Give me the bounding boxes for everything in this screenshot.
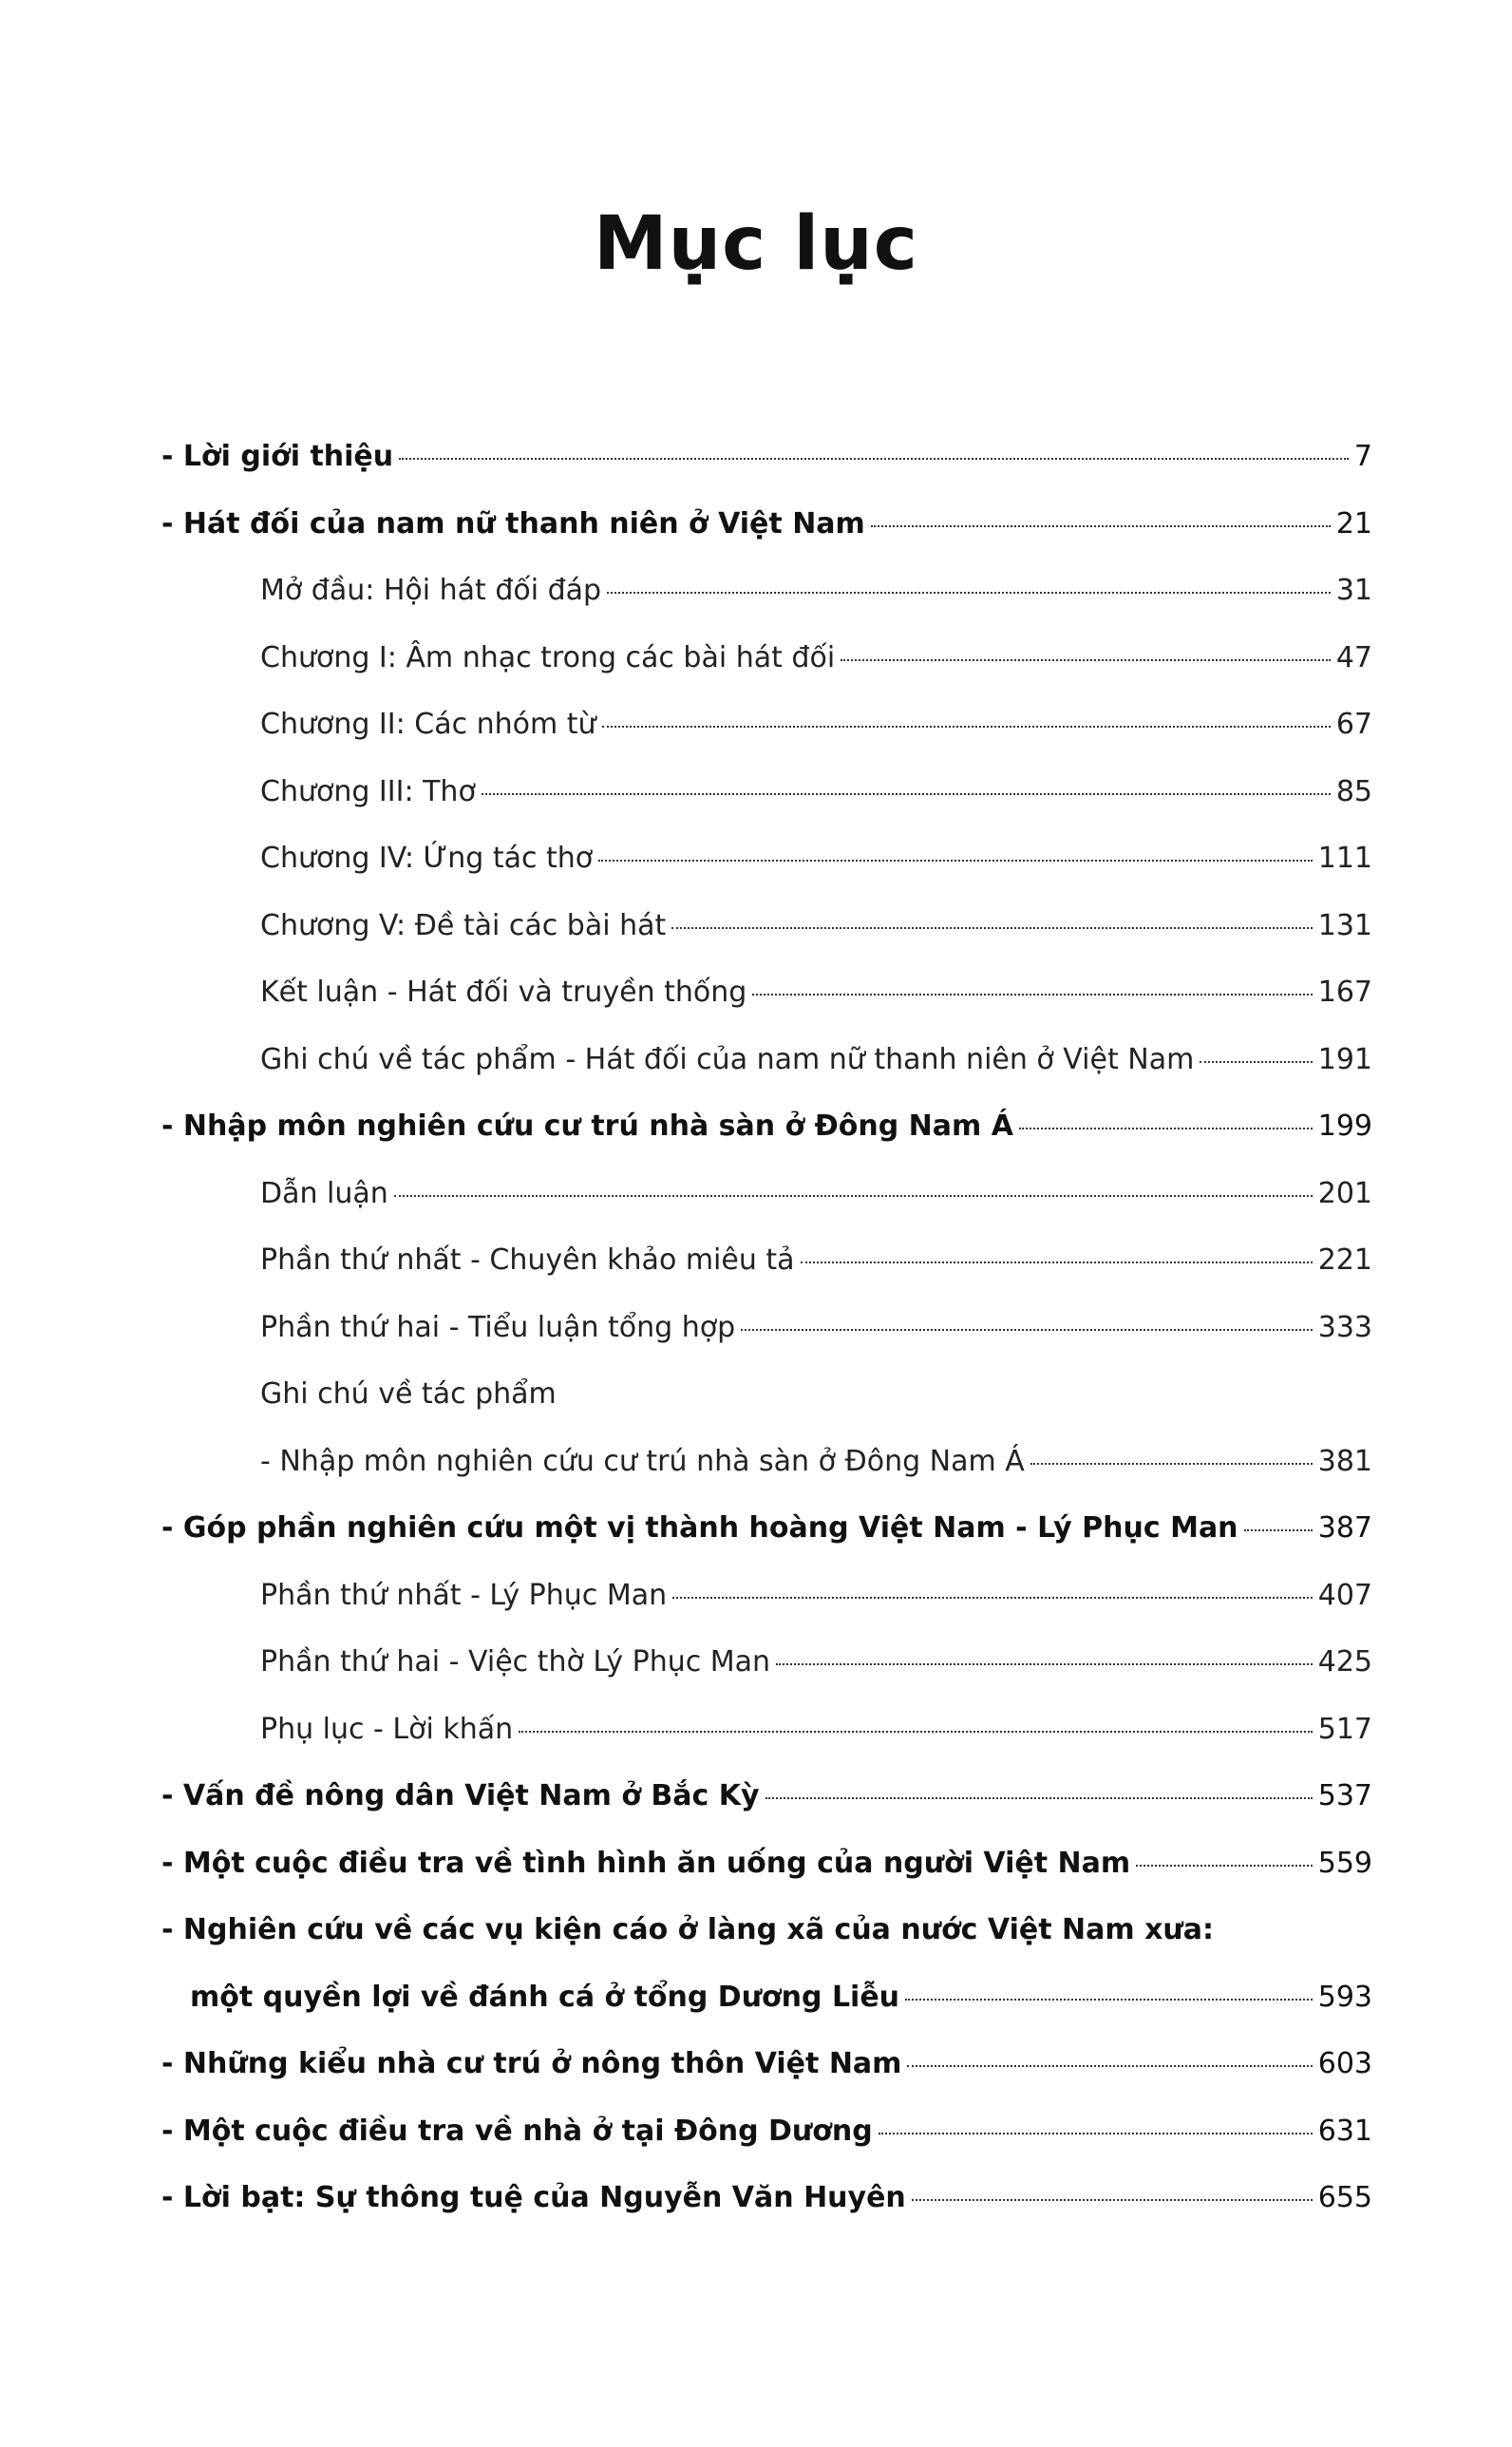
toc-subentry (161, 1227, 1372, 1295)
toc-entry-title: Mở đầu: Hội hát đối đáp (260, 574, 602, 607)
toc-entry-title: một quyền lợi về đánh cá ở tổng Dương Liễu (190, 1980, 900, 2014)
toc-subentry (161, 1361, 1372, 1429)
toc-entry-page: 167 (1317, 976, 1372, 1009)
toc-leader-dots (672, 1597, 1313, 1599)
toc-entry-page: 7 (1353, 440, 1372, 473)
toc-entry (161, 1897, 1372, 1964)
toc-subentry (161, 893, 1372, 960)
toc-entry-title: Chương III: Thơ (260, 774, 476, 808)
toc-entry-title: Chương II: Các nhóm từ (260, 708, 596, 741)
toc-leader-dots (671, 927, 1312, 929)
toc-entry-title: - Một cuộc điều tra về tình hình ăn uống của người Việt Nam (161, 1846, 1131, 1880)
toc-leader-dots (1030, 1463, 1313, 1465)
toc-entry-page: 191 (1317, 1042, 1372, 1076)
toc-entry-title: Dẫn luận (260, 1176, 388, 1210)
toc-leader-dots (394, 1195, 1313, 1197)
toc-entry-continuation (161, 1964, 1372, 2032)
toc-entry-title: - Một cuộc điều tra về nhà ở tại Đông Dương (161, 2114, 873, 2148)
toc-leader-dots (607, 592, 1331, 594)
toc-entry-title: Ghi chú về tác phẩm (260, 1377, 557, 1411)
toc-entry-page: 631 (1317, 2114, 1372, 2148)
toc-entry-title: - Lời bạt: Sự thông tuệ của Nguyễn Văn Huyên (161, 2181, 906, 2214)
toc-entry-title: Chương I: Âm nhạc trong các bài hát đối (260, 640, 836, 674)
toc-subentry (161, 759, 1372, 826)
toc-leader-dots (841, 659, 1331, 661)
toc-subentry (161, 1629, 1372, 1697)
toc-leader-dots (1200, 1061, 1312, 1063)
toc-entry-page: 407 (1317, 1578, 1372, 1612)
toc-subentry (161, 1697, 1372, 1764)
toc-leader-dots (765, 1797, 1313, 1799)
toc-subentry (161, 959, 1372, 1027)
toc-entry (161, 2031, 1372, 2098)
toc-entry-page: 537 (1317, 1779, 1372, 1812)
toc-subentry (161, 1429, 1372, 1496)
toc-leader-dots (519, 1731, 1313, 1733)
toc-entry-title: Chương V: Đề tài các bài hát (260, 908, 667, 942)
toc-entry-page: 47 (1335, 640, 1372, 674)
toc-entry-title: Phần thứ hai - Tiểu luận tổng hợp (260, 1310, 736, 1344)
toc-entry-page: 381 (1317, 1444, 1372, 1478)
toc-entry (161, 2165, 1372, 2232)
toc-entry-page: 593 (1317, 1980, 1372, 2014)
toc-leader-dots (752, 994, 1312, 996)
toc-subentry (161, 1161, 1372, 1228)
toc-entry-title: Phần thứ nhất - Lý Phục Man (260, 1578, 668, 1612)
toc-entry-page: 199 (1317, 1110, 1372, 1143)
toc-entry-title: Phần thứ nhất - Chuyên khảo miêu tả (260, 1243, 795, 1277)
page-title: Mục lục (593, 201, 919, 288)
toc-leader-dots (905, 1999, 1313, 2001)
toc-subentry (161, 1027, 1372, 1094)
toc-leader-dots (1136, 1865, 1313, 1867)
toc-entry (161, 491, 1372, 559)
toc-leader-dots (801, 1261, 1313, 1263)
toc-entry-title: - Những kiểu nhà cư trú ở nông thôn Việt Nam (161, 2047, 902, 2080)
toc-entry-page: 387 (1317, 1511, 1372, 1545)
toc-entry-page: 67 (1335, 708, 1372, 741)
toc-entry-page: 517 (1317, 1712, 1372, 1746)
toc-leader-dots (912, 2199, 1313, 2201)
toc-subentry (161, 825, 1372, 893)
toc-entry-title: - Vấn đề nông dân Việt Nam ở Bắc Kỳ (161, 1779, 760, 1812)
toc-subentry (161, 625, 1372, 692)
toc-entry-title: - Nhập môn nghiên cứu cư trú nhà sàn ở Đông Nam Á (161, 1110, 1013, 1143)
toc-entry (161, 2098, 1372, 2166)
toc-leader-dots (602, 726, 1331, 728)
toc-leader-dots (907, 2065, 1312, 2067)
toc-entry-page: 85 (1335, 774, 1372, 808)
toc-subentry (161, 558, 1372, 625)
toc-entry-title: Phụ lục - Lời khấn (260, 1712, 514, 1746)
toc-leader-dots (871, 525, 1331, 527)
toc-entry-title: - Góp phần nghiên cứu một vị thành hoàng Việt Nam - Lý Phục Man (161, 1511, 1238, 1545)
toc-entry-page: 221 (1317, 1243, 1372, 1277)
toc-leader-dots (776, 1663, 1313, 1665)
toc-leader-dots (741, 1329, 1313, 1331)
toc-entry-page: 655 (1317, 2181, 1372, 2214)
toc-entry-page: 131 (1317, 908, 1372, 942)
toc-leader-dots (879, 2133, 1313, 2134)
toc-entry-page: 603 (1317, 2047, 1372, 2080)
toc-entry-title: Kết luận - Hát đối và truyền thống (260, 976, 747, 1009)
toc-subentry (161, 692, 1372, 759)
toc-entry-page: 559 (1317, 1846, 1372, 1880)
toc-entry-title: - Lời giới thiệu (161, 440, 394, 473)
toc-entry-title: Phần thứ hai - Việc thờ Lý Phục Man (260, 1645, 771, 1679)
toc-entry-page: 425 (1317, 1645, 1372, 1679)
toc-leader-dots (399, 458, 1349, 460)
toc-entry (161, 1093, 1372, 1161)
toc-subentry (161, 1295, 1372, 1362)
toc-leader-dots (598, 860, 1313, 862)
toc-entry (161, 1831, 1372, 1898)
toc-entry-page: 21 (1335, 506, 1372, 541)
toc-entry-title: - Nghiên cứu về các vụ kiện cáo ở làng xã của nước Việt Nam xưa: (161, 1913, 1215, 1946)
toc-entry (161, 1495, 1372, 1563)
toc-leader-dots (1019, 1128, 1313, 1129)
toc-entry (161, 1763, 1372, 1831)
toc-entry-title: Ghi chú về tác phẩm - Hát đối của nam nữ thanh niên ở Việt Nam (260, 1042, 1195, 1076)
toc-entry-page: 111 (1317, 842, 1372, 875)
toc-entry (161, 424, 1372, 491)
toc-entry-page: 333 (1317, 1310, 1372, 1344)
toc-entry-title: Chương IV: Ứng tác thơ (260, 842, 594, 875)
toc-entry-title: - Hát đối của nam nữ thanh niên ở Việt Nam (161, 506, 865, 541)
toc-leader-dots (482, 793, 1331, 795)
toc-entry-page: 201 (1317, 1176, 1372, 1210)
table-of-contents (161, 424, 1372, 2232)
toc-entry-title: - Nhập môn nghiên cứu cư trú nhà sàn ở Đông Nam Á (260, 1444, 1025, 1478)
toc-subentry (161, 1563, 1372, 1630)
toc-leader-dots (1244, 1529, 1313, 1531)
toc-entry-page: 31 (1335, 574, 1372, 607)
